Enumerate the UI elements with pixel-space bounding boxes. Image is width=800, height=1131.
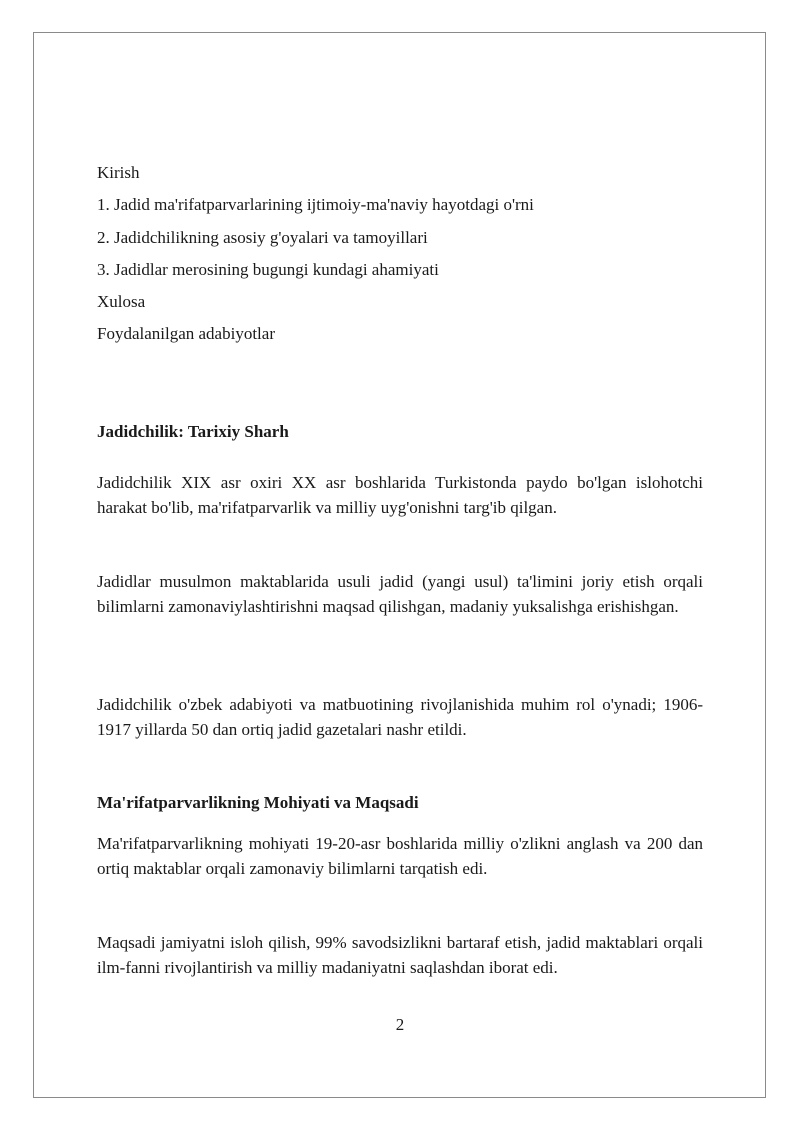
paragraph: Maqsadi jamiyatni isloh qilish, 99% savodsizlikni bartaraf etish, jadid maktablari orqali ilm-fanni rivojlantirish va milliy madaniyatni saqlashdan iborat edi. <box>97 933 703 977</box>
paragraph: Jadidchilik o'zbek adabiyoti va matbuotining rivojlanishida muhim rol o'ynadi; 1906-1917 yillarda 50 dan ortiq jadid gazetalari nashr etildi. <box>97 695 703 739</box>
paragraph: Jadidlar musulmon maktablarida usuli jadid (yangi usul) ta'limini joriy etish orqali bilimlarni zamonaviylashtirishni maqsad qilishgan, madaniy yuksalishga erishishgan. <box>97 572 703 616</box>
toc-item-3: 3. Jadidlar merosining bugungi kundagi ahamiyati <box>97 260 439 279</box>
paragraph: Ma'rifatparvarlikning mohiyati 19-20-asr boshlarida milliy o'zlikni anglash va 200 dan ortiq maktablar orqali zamonaviy bilimlarni tarqatish edi. <box>97 834 703 878</box>
toc-item-1: 1. Jadid ma'rifatparvarlarining ijtimoiy-ma'naviy hayotdagi o'rni <box>97 195 534 214</box>
section-heading-history: Jadidchilik: Tarixiy Sharh <box>97 422 289 441</box>
paragraph: Jadidchilik XIX asr oxiri XX asr boshlarida Turkistonda paydo bo'lgan islohotchi harakat bo'lib, ma'rifatparvarlik va milliy uyg'onishni targ'ib qilgan. <box>97 473 703 517</box>
toc-item-intro: Kirish <box>97 163 140 182</box>
toc-item-references: Foydalanilgan adabiyotlar <box>97 324 275 343</box>
section-heading-essence: Ma'rifatparvarlikning Mohiyati va Maqsadi <box>97 793 419 812</box>
toc-item-conclusion: Xulosa <box>97 292 146 311</box>
page-number: 2 <box>395 1015 405 1034</box>
toc-item-2: 2. Jadidchilikning asosiy g'oyalari va tamoyillari <box>97 228 428 247</box>
